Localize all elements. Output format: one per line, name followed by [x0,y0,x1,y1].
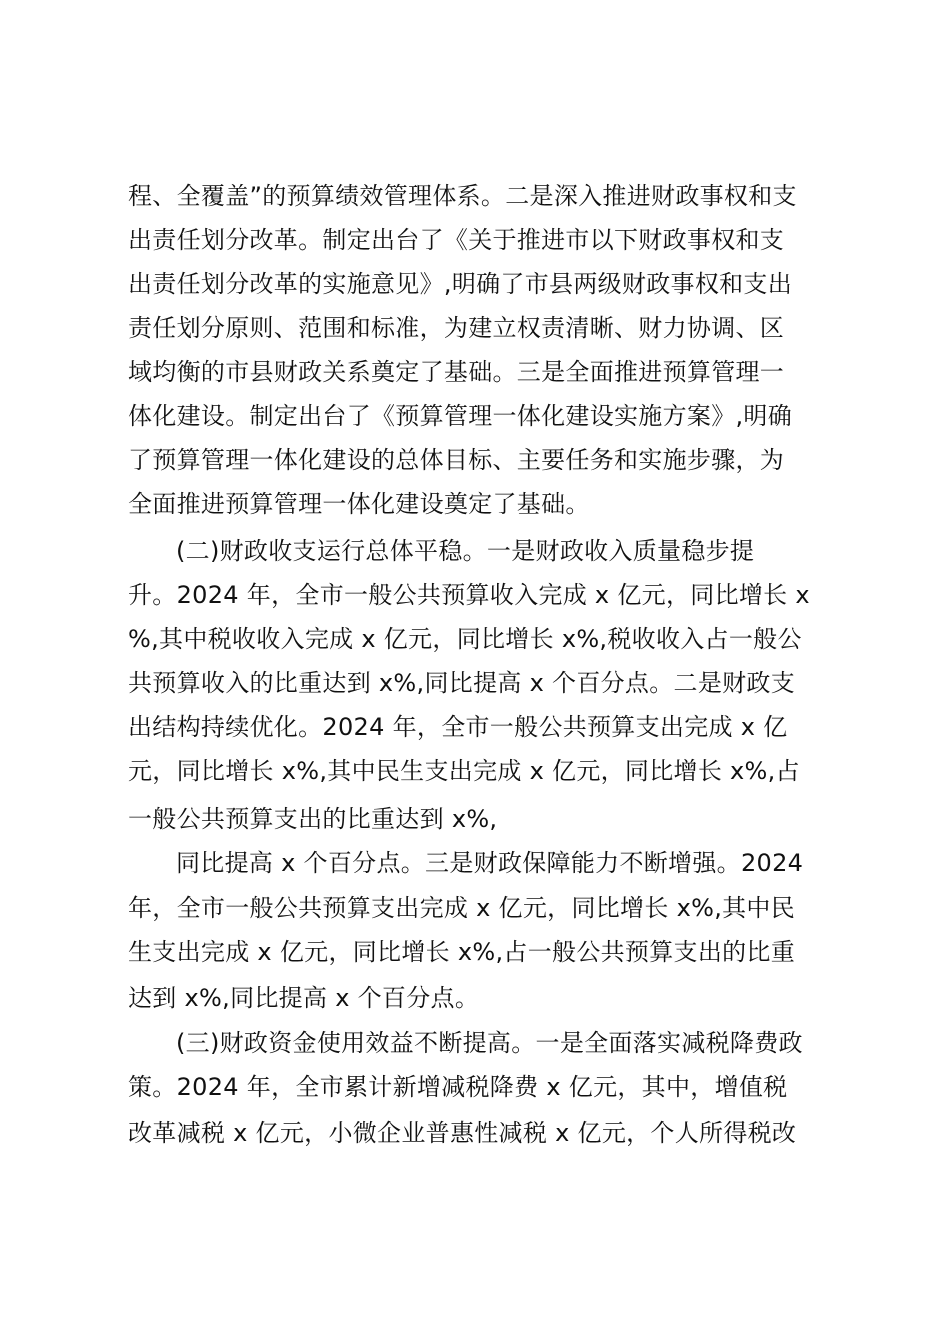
text-line: 出责任划分改革。制定出台了《关于推进市以下财政事权和支 [128,226,785,254]
text-line: 了预算管理一体化建设的总体目标、主要任务和实施步骤，为 [128,446,785,474]
text-line: 生支出完成 x 亿元，同比增长 x%,占一般公共预算支出的比重 [128,938,796,966]
text-line: 同比提高 x 个百分点。三是财政保障能力不断增强。2024 [176,849,804,877]
text-line: 体化建设。制定出台了《预算管理一体化建设实施方案》,明确 [128,402,793,430]
text-line: 元，同比增长 x%,其中民生支出完成 x 亿元，同比增长 x%,占 [128,757,800,785]
text-line: 达到 x%,同比提高 x 个百分点。 [128,984,480,1012]
text-line: 共预算收入的比重达到 x%,同比提高 x 个百分点。二是财政支 [128,669,796,697]
section-heading-line: (二)财政收支运行总体平稳。一是财政收入质量稳步提 [176,537,755,565]
text-line: 一般公共预算支出的比重达到 x%, [128,805,498,833]
text-line: 域均衡的市县财政关系奠定了基础。三是全面推进预算管理一 [128,358,785,386]
text-line: 出责任划分改革的实施意见》,明确了市县两级财政事权和支出 [128,270,793,298]
text-line: %,其中税收收入完成 x 亿元，同比增长 x%,税收收入占一般公 [128,625,802,653]
text-line: 升。2024 年，全市一般公共预算收入完成 x 亿元，同比增长 x [128,581,810,609]
text-line: 全面推进预算管理一体化建设奠定了基础。 [128,490,590,518]
text-line: 出结构持续优化。2024 年，全市一般公共预算支出完成 x 亿 [128,713,788,741]
text-line: 年，全市一般公共预算支出完成 x 亿元，同比增长 x%,其中民 [128,894,796,922]
text-line: 程、全覆盖”的预算绩效管理体系。二是深入推进财政事权和支 [128,182,797,210]
text-line: 责任划分原则、范围和标准，为建立权责清晰、财力协调、区 [128,314,785,342]
text-line: 改革减税 x 亿元，小微企业普惠性减税 x 亿元，个人所得税改 [128,1119,797,1147]
section-heading-line: (三)财政资金使用效益不断提高。一是全面落实减税降费政 [176,1029,803,1057]
text-line: 策。2024 年，全市累计新增减税降费 x 亿元，其中，增值税 [128,1073,788,1101]
